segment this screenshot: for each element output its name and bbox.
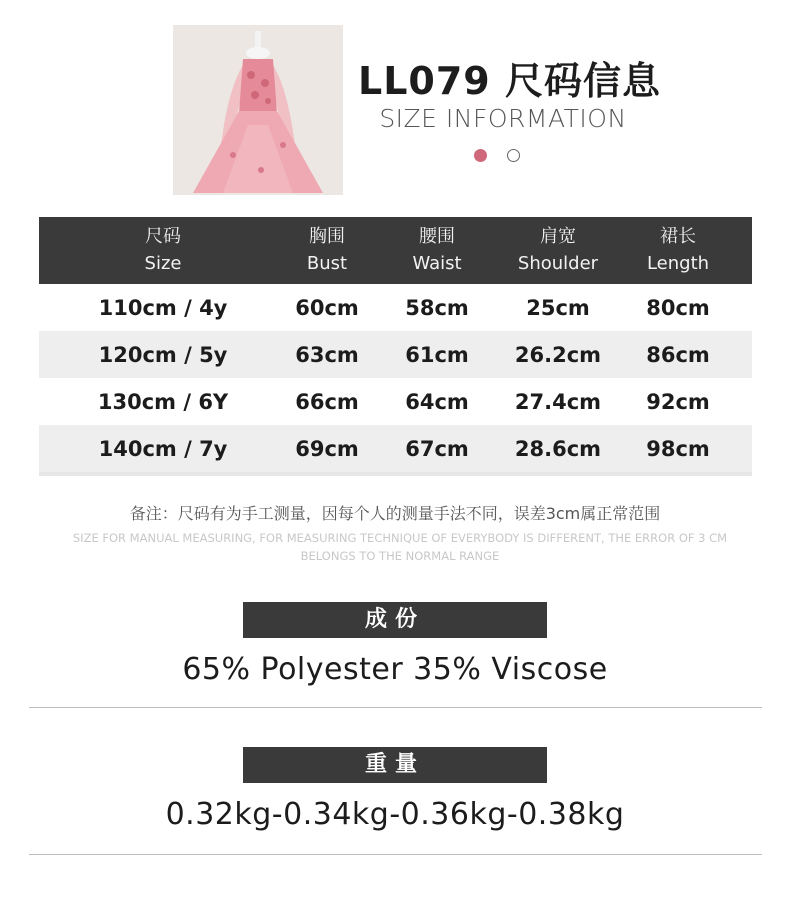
cell-bust: 63cm	[295, 342, 359, 367]
column-header-bust: 胸围 Bust	[306, 226, 348, 274]
table-row	[39, 284, 752, 331]
cell-length: 86cm	[646, 342, 710, 367]
cell-waist: 67cm	[405, 436, 469, 461]
section-divider	[29, 707, 762, 708]
cell-size: 130cm / 6Y	[97, 389, 229, 414]
column-header-shoulder: 肩宽 Shoulder	[517, 226, 599, 274]
table-row	[39, 378, 752, 425]
cell-length: 80cm	[646, 295, 710, 320]
cell-bust: 66cm	[295, 389, 359, 414]
cell-length: 98cm	[646, 436, 710, 461]
cell-bust: 69cm	[295, 436, 359, 461]
cell-shoulder: 26.2cm	[514, 342, 602, 367]
carousel-indicator	[474, 149, 520, 162]
cell-shoulder: 28.6cm	[514, 436, 602, 461]
table-divider	[39, 472, 752, 476]
column-header-size: 尺码 Size	[144, 226, 182, 274]
page-subtitle: SIZE INFORMATION	[379, 104, 627, 133]
cell-waist: 58cm	[405, 295, 469, 320]
weight-value: 0.32kg-0.34kg-0.36kg-0.38kg	[165, 797, 625, 832]
measurement-note-cn: 备注：尺码有为手工测量，因每个人的测量手法不同，误差3cm属正常范围	[129, 504, 661, 523]
cell-bust: 60cm	[295, 295, 359, 320]
cell-shoulder: 25cm	[526, 295, 590, 320]
composition-label: 成份	[243, 602, 547, 638]
weight-label: 重量	[243, 747, 547, 783]
cell-size: 110cm / 4y	[98, 295, 228, 320]
measurement-note-en: SIZE FOR MANUAL MEASURING, FOR MEASURING TECHNIQUE OF EVERYBODY IS DIFFERENT, THE ERROR OF 3 CM BELONGS TO THE NORMAL RANGE	[72, 531, 728, 563]
cell-waist: 61cm	[405, 342, 469, 367]
carousel-dot[interactable]	[507, 149, 520, 162]
product-photo	[173, 25, 343, 195]
cell-size: 120cm / 5y	[98, 342, 228, 367]
column-header-waist: 腰围 Waist	[412, 226, 462, 274]
cell-waist: 64cm	[405, 389, 469, 414]
section-divider	[29, 854, 762, 855]
size-table	[39, 217, 752, 476]
cell-shoulder: 27.4cm	[514, 389, 602, 414]
table-row	[39, 425, 752, 472]
composition-value: 65% Polyester 35% Viscose	[182, 652, 608, 687]
table-row	[39, 331, 752, 378]
page-title: LL079 尺码信息	[358, 59, 661, 103]
carousel-dot-active[interactable]	[474, 149, 487, 162]
cell-length: 92cm	[646, 389, 710, 414]
column-header-length: 裙长 Length	[646, 226, 710, 274]
table-header	[39, 217, 752, 284]
cell-size: 140cm / 7y	[98, 436, 228, 461]
